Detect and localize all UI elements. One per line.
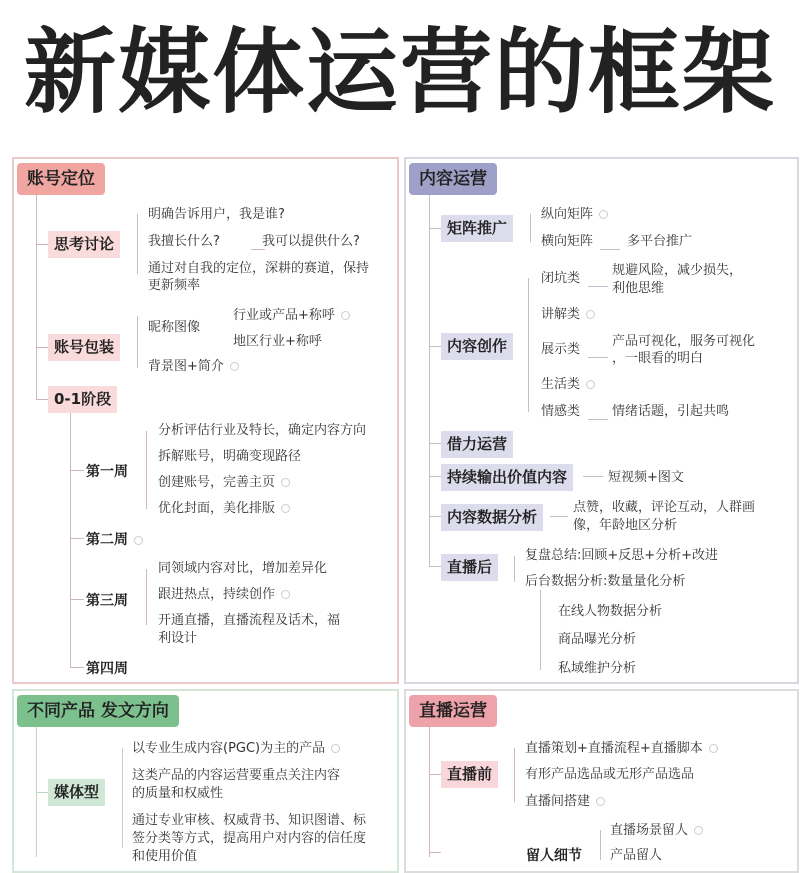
leaf: 情感类 xyxy=(541,404,581,419)
leaf: ，一眼看的明白 xyxy=(612,351,704,366)
leaf: 直播策划+直播流程+直播脚本 xyxy=(525,741,703,756)
collapse-icon[interactable] xyxy=(281,504,290,513)
week-3: 第三周 xyxy=(86,593,128,609)
leaf: 通过对自我的定位，深耕的赛道，保持 xyxy=(148,261,370,276)
node-think: 思考讨论 xyxy=(48,231,120,258)
header-account-positioning: 账号定位 xyxy=(17,163,105,195)
leaf: 拆解账号，明确变现路径 xyxy=(158,449,302,464)
leaf: 横向矩阵 xyxy=(541,234,594,249)
leaf: 短视频+图文 xyxy=(608,470,684,485)
leaf: 这类产品的内容运营要重点关注内容 xyxy=(132,768,341,783)
week-4: 第四周 xyxy=(86,661,128,677)
week-2: 第二周 xyxy=(86,532,128,548)
node-before-live: 直播前 xyxy=(441,761,498,788)
leaf: 利他思维 xyxy=(612,281,665,296)
leaf: 商品曝光分析 xyxy=(558,632,637,647)
node-borrow: 借力运营 xyxy=(441,431,513,458)
leaf: 开通直播，直播流程及话术，福 xyxy=(158,613,341,628)
node-creation: 内容创作 xyxy=(441,333,513,360)
node-retain: 留人细节 xyxy=(526,848,582,864)
collapse-icon[interactable] xyxy=(586,380,595,389)
collapse-icon[interactable] xyxy=(694,826,703,835)
leaf: 闭坑类 xyxy=(541,271,581,286)
leaf: 讲解类 xyxy=(541,307,581,322)
node-data-analysis: 内容数据分析 xyxy=(441,504,543,531)
leaf: 纵向矩阵 xyxy=(541,207,594,222)
header-product-direction: 不同产品 发文方向 xyxy=(17,695,179,727)
node-matrix: 矩阵推广 xyxy=(441,215,513,242)
leaf: 生活类 xyxy=(541,377,581,392)
leaf: 和使用价值 xyxy=(132,849,198,864)
leaf: 通过专业审核、权威背书、知识图谱、标 xyxy=(132,813,367,828)
collapse-icon[interactable] xyxy=(281,590,290,599)
collapse-icon[interactable] xyxy=(586,310,595,319)
leaf: 分析评估行业及特长，确定内容方向 xyxy=(158,423,367,438)
header-content-operation: 内容运营 xyxy=(409,163,497,195)
leaf: 以专业生成内容(PGC)为主的产品 xyxy=(132,741,326,756)
week-1: 第一周 xyxy=(86,464,128,480)
leaf: 多平台推广 xyxy=(627,234,693,249)
leaf: 优化封面，美化排版 xyxy=(158,501,276,516)
node-stage: 0-1阶段 xyxy=(48,386,117,413)
node-output: 持续输出价值内容 xyxy=(441,464,573,491)
leaf: 更新频率 xyxy=(148,278,201,293)
leaf: 规避风险，减少损失， xyxy=(612,263,743,278)
leaf: 展示类 xyxy=(541,342,581,357)
leaf: 直播间搭建 xyxy=(525,794,591,809)
page-title: 新媒体运营的框架 xyxy=(23,19,776,126)
leaf: 直播场景留人 xyxy=(610,823,689,838)
leaf: 明确告诉用户，我是谁? xyxy=(148,207,285,222)
leaf: 跟进热点，持续创作 xyxy=(158,587,276,602)
collapse-icon[interactable] xyxy=(596,797,605,806)
leaf: 有形产品选品或无形产品选品 xyxy=(525,767,695,782)
leaf: 私域维护分析 xyxy=(558,661,637,676)
leaf: 昵称图像 xyxy=(148,320,201,335)
leaf: 利设计 xyxy=(158,631,198,646)
leaf: 在线人物数据分析 xyxy=(558,604,663,619)
leaf: 复盘总结:回顾+反思+分析+改进 xyxy=(525,548,719,563)
leaf: 点赞，收藏，评论互动，人群画 xyxy=(573,500,756,515)
collapse-icon[interactable] xyxy=(281,478,290,487)
leaf: 我可以提供什么? xyxy=(262,234,360,249)
node-after-live: 直播后 xyxy=(441,554,498,581)
leaf: 地区行业+称呼 xyxy=(233,334,322,349)
collapse-icon[interactable] xyxy=(709,744,718,753)
collapse-icon[interactable] xyxy=(341,311,350,320)
collapse-icon[interactable] xyxy=(230,362,239,371)
node-media: 媒体型 xyxy=(48,779,105,806)
leaf: 产品可视化，服务可视化 xyxy=(612,334,756,349)
leaf: 签分类等方式，提高用户对内容的信任度 xyxy=(132,831,367,846)
collapse-icon[interactable] xyxy=(599,210,608,219)
collapse-icon[interactable] xyxy=(134,536,143,545)
leaf: 情绪话题，引起共鸣 xyxy=(612,404,730,419)
leaf: 我擅长什么? xyxy=(148,234,220,249)
leaf: 创建账号，完善主页 xyxy=(158,475,276,490)
collapse-icon[interactable] xyxy=(331,744,340,753)
leaf: 像，年龄地区分析 xyxy=(573,518,678,533)
leaf: 同领域内容对比，增加差异化 xyxy=(158,561,328,576)
node-packaging: 账号包装 xyxy=(48,334,120,361)
header-live-operation: 直播运营 xyxy=(409,695,497,727)
leaf: 背景图+简介 xyxy=(148,359,224,374)
leaf: 产品留人 xyxy=(610,848,663,863)
leaf: 行业或产品+称呼 xyxy=(233,308,335,323)
leaf: 的质量和权威性 xyxy=(132,786,224,801)
leaf: 后台数据分析:数量量化分析 xyxy=(525,574,686,589)
